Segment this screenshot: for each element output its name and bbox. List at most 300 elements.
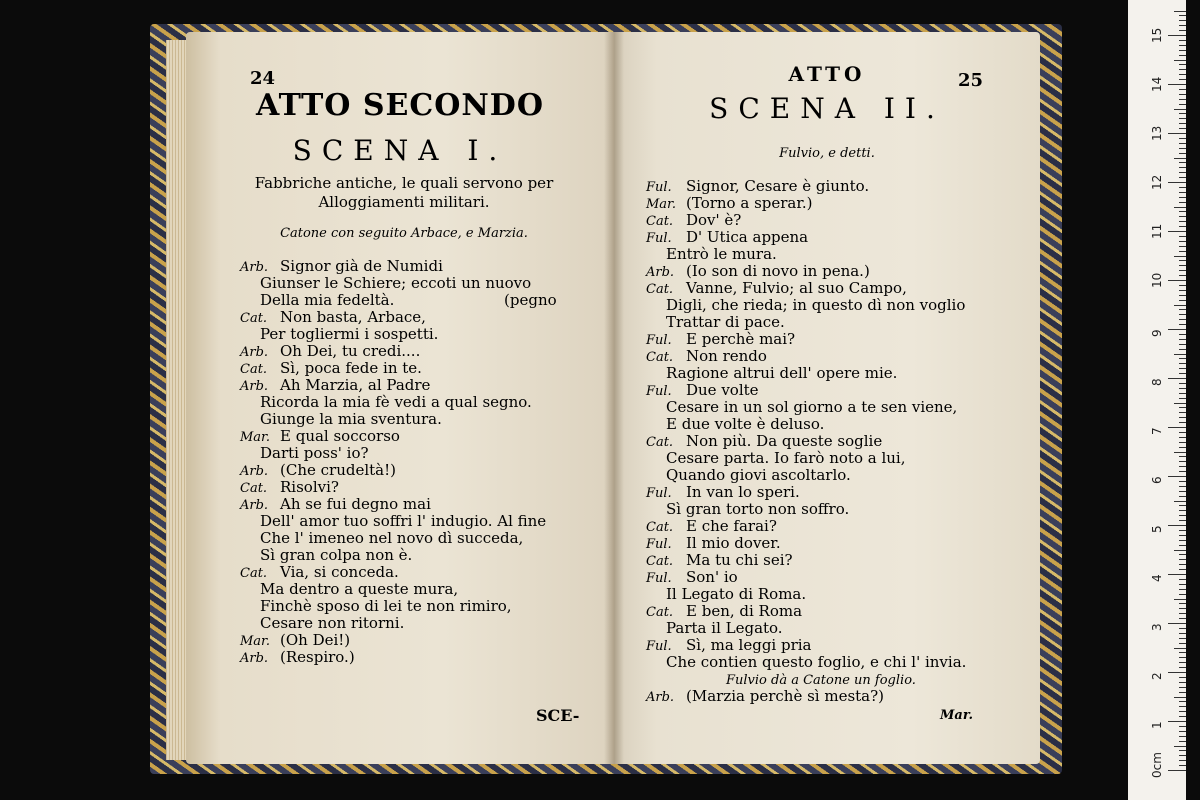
ruler-tick — [1168, 329, 1186, 330]
ruler-tick — [1179, 197, 1186, 198]
ruler-tick — [1174, 207, 1186, 208]
speaker-label: Arb. — [646, 690, 675, 705]
ruler-label: 4 — [1150, 574, 1164, 582]
ruler-tick — [1179, 760, 1186, 761]
dialogue-line — [646, 331, 1026, 348]
line-text: (Respiro.) — [280, 648, 355, 666]
speaker-label: Ful. — [646, 384, 672, 399]
dialogue-line — [240, 598, 600, 615]
line-text: Per togliermi i sospetti. — [260, 325, 439, 343]
ruler-tick — [1179, 579, 1186, 580]
dialogue-line — [240, 411, 600, 428]
ruler-tick — [1179, 324, 1186, 325]
right-page-number: 25 — [958, 70, 984, 91]
dialogue-line — [240, 496, 600, 513]
ruler-tick — [1179, 368, 1186, 369]
ruler-tick — [1179, 481, 1186, 482]
ruler-label: 7 — [1150, 427, 1164, 435]
dialogue-line — [646, 399, 1026, 416]
ruler-tick — [1179, 407, 1186, 408]
line-text: Risolvi? — [280, 478, 339, 496]
ruler-tick — [1179, 363, 1186, 364]
line-text: E perchè mai? — [686, 330, 796, 348]
ruler-tick — [1174, 11, 1186, 12]
ruler-tick — [1174, 550, 1186, 551]
line-text: Ma dentro a queste mura, — [260, 580, 459, 598]
ruler-tick — [1179, 726, 1186, 727]
ruler-tick — [1179, 677, 1186, 678]
ruler-tick — [1179, 211, 1186, 212]
dialogue-line — [240, 530, 600, 547]
ruler-tick — [1179, 422, 1186, 423]
dialogue-line — [646, 467, 1026, 484]
dialogue-line — [240, 581, 600, 598]
ruler-tick — [1179, 442, 1186, 443]
ruler-tick — [1179, 559, 1186, 560]
dialogue-line — [646, 484, 1026, 501]
dialogue-line — [646, 450, 1026, 467]
ruler-tick — [1179, 246, 1186, 247]
ruler-tick — [1179, 79, 1186, 80]
dialogue-line — [646, 178, 1026, 195]
ruler-tick — [1179, 216, 1186, 217]
ruler-tick — [1179, 603, 1186, 604]
ruler-tick — [1179, 113, 1186, 114]
dialogue-line — [240, 547, 600, 564]
line-text: Non basta, Arbace, — [280, 308, 426, 326]
ruler-tick — [1174, 109, 1186, 110]
dialogue-line — [646, 280, 1026, 297]
ruler-tick — [1179, 15, 1186, 16]
ruler-tick — [1179, 540, 1186, 541]
ruler-tick — [1179, 716, 1186, 717]
ruler-tick — [1179, 148, 1186, 149]
dialogue-line — [646, 229, 1026, 246]
ruler-tick — [1179, 515, 1186, 516]
ruler-tick — [1179, 466, 1186, 467]
line-text: (Io son di novo in pena.) — [686, 262, 870, 280]
line-text: (Che crudeltà!) — [280, 461, 396, 479]
speaker-label: Cat. — [646, 605, 674, 620]
line-text: Son' io — [686, 568, 738, 586]
ruler-tick — [1179, 417, 1186, 418]
ruler-tick — [1174, 746, 1186, 747]
ruler-tick — [1179, 30, 1186, 31]
measuring-ruler — [1128, 0, 1186, 800]
dialogue-line — [240, 275, 600, 292]
dialogue-line — [240, 326, 600, 343]
right-scene-heading: SCENA II. — [709, 92, 945, 125]
ruler-tick — [1179, 241, 1186, 242]
ruler-tick — [1179, 69, 1186, 70]
dialogue-line — [646, 501, 1026, 518]
left-scene-heading: SCENA I. — [292, 134, 508, 167]
ruler-tick — [1179, 662, 1186, 663]
line-text: Cesare parta. Io farò noto a lui, — [666, 449, 906, 467]
ruler-tick — [1179, 491, 1186, 492]
ruler-tick — [1179, 496, 1186, 497]
ruler-tick — [1179, 765, 1186, 766]
dialogue-line — [646, 212, 1026, 229]
line-text: Non rendo — [686, 347, 767, 365]
ruler-tick — [1179, 94, 1186, 95]
dialogue-line — [646, 195, 1026, 212]
line-text: Il mio dover. — [686, 534, 781, 552]
ruler-tick — [1179, 64, 1186, 65]
dialogue-line — [646, 246, 1026, 263]
speaker-label: Cat. — [646, 554, 674, 569]
ruler-tick — [1168, 35, 1186, 36]
speaker-label: Cat. — [646, 214, 674, 229]
ruler-tick — [1179, 608, 1186, 609]
dialogue-line — [646, 433, 1026, 450]
speaker-label: Cat. — [240, 481, 268, 496]
dialogue-line — [240, 360, 600, 377]
ruler-tick — [1179, 613, 1186, 614]
ruler-tick — [1168, 770, 1186, 771]
ruler-label: 15 — [1150, 27, 1164, 43]
speaker-label: Arb. — [240, 345, 269, 360]
ruler-tick — [1174, 648, 1186, 649]
ruler-tick — [1179, 687, 1186, 688]
act-title: ATTO SECONDO — [256, 88, 544, 123]
line-text: Finchè sposo di lei te non rimiro, — [260, 597, 512, 615]
ruler-label: 1 — [1150, 721, 1164, 729]
ruler-tick — [1168, 623, 1186, 624]
speaker-label: Arb. — [240, 464, 269, 479]
speaker-label: Cat. — [646, 350, 674, 365]
ruler-tick — [1179, 589, 1186, 590]
ruler-tick — [1179, 520, 1186, 521]
line-text: Entrò le mura. — [666, 245, 777, 263]
dialogue-line — [240, 377, 600, 394]
ruler-tick — [1179, 349, 1186, 350]
line-text: Dov' è? — [686, 211, 742, 229]
ruler-tick — [1179, 275, 1186, 276]
line-text: Cesare non ritorni. — [260, 614, 405, 632]
ruler-label: 8 — [1150, 378, 1164, 386]
dialogue-line — [240, 462, 600, 479]
ruler-tick — [1179, 192, 1186, 193]
ruler-tick — [1168, 231, 1186, 232]
line-text: Signor, Cesare è giunto. — [686, 177, 870, 195]
speaker-label: Ful. — [646, 231, 672, 246]
dialogue-line — [240, 445, 600, 462]
line-text: Due volte — [686, 381, 759, 399]
line-text: D' Utica appena — [686, 228, 809, 246]
speaker-label: Ful. — [646, 537, 672, 552]
ruler-tick — [1179, 251, 1186, 252]
line-text: Non più. Da queste soglie — [686, 432, 883, 450]
ruler-tick — [1179, 334, 1186, 335]
ruler-tick — [1179, 667, 1186, 668]
ruler-tick — [1179, 153, 1186, 154]
dialogue-line — [240, 479, 600, 496]
line-text: In van lo speri. — [686, 483, 800, 501]
right-characters: Fulvio, e detti. — [779, 146, 875, 161]
ruler-tick — [1179, 755, 1186, 756]
ruler-tick — [1179, 388, 1186, 389]
line-text: Della mia fedeltà. (pegno — [260, 291, 557, 309]
line-text: Via, si conceda. — [280, 563, 399, 581]
dialogue-line — [240, 632, 600, 649]
ruler-tick — [1179, 554, 1186, 555]
line-text: Cesare in un sol giorno a te sen viene, — [666, 398, 958, 416]
ruler-tick — [1179, 226, 1186, 227]
line-text: Giunge la mia sventura. — [260, 410, 442, 428]
dialogue-line — [240, 649, 600, 666]
line-text: E qual soccorso — [280, 427, 400, 445]
ruler-tick — [1179, 633, 1186, 634]
line-text: Il Legato di Roma. — [666, 585, 807, 603]
dialogue-line — [240, 428, 600, 445]
ruler-tick — [1179, 618, 1186, 619]
dialogue-line — [240, 564, 600, 581]
line-text: E che farai? — [686, 517, 777, 535]
speaker-label: Arb. — [240, 651, 269, 666]
dialogue-line — [646, 314, 1026, 331]
right-catchword: Mar. — [940, 708, 973, 723]
dialogue-line — [646, 297, 1026, 314]
ruler-tick — [1179, 167, 1186, 168]
ruler-tick — [1168, 476, 1186, 477]
line-text: Dell' amor tuo soffri l' indugio. Al fine — [260, 512, 547, 530]
ruler-tick — [1179, 447, 1186, 448]
ruler-tick — [1179, 432, 1186, 433]
ruler-tick — [1168, 280, 1186, 281]
ruler-tick — [1168, 84, 1186, 85]
line-text: E due volte è deluso. — [666, 415, 825, 433]
ruler-label: 2 — [1150, 672, 1164, 680]
dialogue-line — [646, 348, 1026, 365]
ruler-tick — [1179, 628, 1186, 629]
ruler-tick — [1179, 295, 1186, 296]
dialogue-line — [646, 688, 1026, 705]
ruler-tick — [1179, 569, 1186, 570]
ruler-tick — [1179, 657, 1186, 658]
speaker-label: Ful. — [646, 486, 672, 501]
line-text: Vanne, Fulvio; al suo Campo, — [686, 279, 907, 297]
ruler-tick — [1179, 643, 1186, 644]
dialogue-line — [646, 518, 1026, 535]
ruler-tick — [1179, 750, 1186, 751]
line-text: Sì gran colpa non è. — [260, 546, 413, 564]
ruler-tick — [1179, 564, 1186, 565]
left-dialogue — [240, 258, 600, 666]
dialogue-line — [240, 258, 600, 275]
dialogue-line — [240, 394, 600, 411]
ruler-label: 14 — [1150, 76, 1164, 92]
scene-setting — [214, 174, 594, 212]
ruler-tick — [1179, 584, 1186, 585]
ruler-tick — [1179, 143, 1186, 144]
speaker-label: Arb. — [240, 498, 269, 513]
speaker-label: Mar. — [240, 634, 270, 649]
ruler-tick — [1179, 398, 1186, 399]
speaker-label: Arb. — [240, 379, 269, 394]
ruler-tick — [1179, 104, 1186, 105]
ruler-tick — [1179, 309, 1186, 310]
dialogue-line — [646, 654, 1026, 671]
ruler-tick — [1179, 50, 1186, 51]
dialogue-line — [646, 365, 1026, 382]
ruler-tick — [1179, 177, 1186, 178]
ruler-tick — [1168, 378, 1186, 379]
ruler-label: 13 — [1150, 125, 1164, 141]
ruler-tick — [1179, 701, 1186, 702]
line-text: Ragione altrui dell' opere mie. — [666, 364, 898, 382]
dialogue-line — [646, 603, 1026, 620]
page-edges — [166, 40, 188, 760]
ruler-tick — [1168, 182, 1186, 183]
line-text: Sì, poca fede in te. — [280, 359, 422, 377]
dialogue-line — [240, 615, 600, 632]
line-text: Quando giovi ascoltarlo. — [666, 466, 851, 484]
right-dialogue — [646, 178, 1026, 705]
speaker-label: Mar. — [240, 430, 270, 445]
dialogue-line — [646, 586, 1026, 603]
line-text: (Oh Dei!) — [280, 631, 351, 649]
ruler-tick — [1179, 187, 1186, 188]
dialogue-line — [646, 535, 1026, 552]
ruler-tick — [1179, 221, 1186, 222]
speaker-label: Cat. — [240, 311, 268, 326]
line-text: Giunser le Schiere; eccoti un nuovo — [260, 274, 532, 292]
speaker-label: Ful. — [646, 180, 672, 195]
ruler-label: 6 — [1150, 476, 1164, 484]
ruler-tick — [1179, 510, 1186, 511]
ruler-tick — [1179, 260, 1186, 261]
ruler-label: 9 — [1150, 329, 1164, 337]
book-gutter — [604, 32, 624, 764]
speaker-label: Cat. — [646, 282, 674, 297]
left-characters: Catone con seguito Arbace, e Marzia. — [280, 226, 528, 241]
ruler-tick — [1179, 437, 1186, 438]
line-text: (Torno a sperar.) — [686, 194, 813, 212]
ruler-tick — [1179, 99, 1186, 100]
stage-direction: Fulvio dà a Catone un foglio. — [726, 673, 916, 688]
ruler-label: 10 — [1150, 272, 1164, 288]
dialogue-line — [646, 620, 1026, 637]
ruler-tick — [1179, 25, 1186, 26]
ruler-tick — [1179, 383, 1186, 384]
ruler-tick — [1174, 158, 1186, 159]
ruler-tick — [1174, 403, 1186, 404]
line-text: (Marzia perchè sì mesta?) — [686, 687, 885, 705]
ruler-tick — [1168, 525, 1186, 526]
dialogue-line — [646, 263, 1026, 280]
ruler-tick — [1179, 123, 1186, 124]
ruler-tick — [1179, 339, 1186, 340]
dialogue-line — [240, 309, 600, 326]
ruler-tick — [1179, 314, 1186, 315]
ruler-tick — [1179, 638, 1186, 639]
ruler-tick — [1179, 319, 1186, 320]
ruler-tick — [1174, 256, 1186, 257]
ruler-tick — [1179, 393, 1186, 394]
line-text: Sì gran torto non soffro. — [666, 500, 850, 518]
speaker-label: Cat. — [240, 566, 268, 581]
ruler-tick — [1174, 599, 1186, 600]
ruler-tick — [1179, 412, 1186, 413]
ruler-tick — [1179, 290, 1186, 291]
line-text: Ma tu chi sei? — [686, 551, 793, 569]
ruler-tick — [1179, 711, 1186, 712]
speaker-label: Ful. — [646, 333, 672, 348]
dialogue-line — [646, 552, 1026, 569]
ruler-tick — [1179, 461, 1186, 462]
ruler-tick — [1179, 358, 1186, 359]
ruler-tick — [1179, 40, 1186, 41]
ruler-tick — [1168, 133, 1186, 134]
ruler-tick — [1174, 452, 1186, 453]
ruler-tick — [1168, 427, 1186, 428]
ruler-label: 0cm — [1150, 752, 1164, 778]
ruler-tick — [1179, 89, 1186, 90]
ruler-label: 5 — [1150, 525, 1164, 533]
ruler-tick — [1174, 60, 1186, 61]
ruler-tick — [1174, 501, 1186, 502]
line-text: Signor già de Numidi — [280, 257, 443, 275]
left-page-number: 24 — [250, 68, 276, 89]
ruler-tick — [1179, 741, 1186, 742]
line-text: Trattar di pace. — [666, 313, 785, 331]
line-text: E ben, di Roma — [686, 602, 803, 620]
line-text: Ah se fui degno mai — [280, 495, 431, 513]
ruler-tick — [1179, 74, 1186, 75]
ruler-tick — [1179, 138, 1186, 139]
ruler-tick — [1179, 236, 1186, 237]
dialogue-line — [646, 569, 1026, 586]
line-text: Che contien questo foglio, e chi l' invia. — [666, 653, 967, 671]
ruler-tick — [1179, 344, 1186, 345]
ruler-tick — [1179, 202, 1186, 203]
dialogue-line — [240, 343, 600, 360]
ruler-tick — [1179, 535, 1186, 536]
speaker-label: Ful. — [646, 639, 672, 654]
ruler-tick — [1179, 270, 1186, 271]
line-text: Ricorda la mia fè vedi a qual segno. — [260, 393, 532, 411]
ruler-tick — [1179, 285, 1186, 286]
ruler-tick — [1179, 128, 1186, 129]
ruler-label: 11 — [1150, 223, 1164, 239]
ruler-tick — [1179, 736, 1186, 737]
speaker-label: Ful. — [646, 571, 672, 586]
ruler-tick — [1179, 594, 1186, 595]
ruler-tick — [1179, 692, 1186, 693]
ruler-tick — [1179, 706, 1186, 707]
dialogue-line — [646, 637, 1026, 654]
line-text: Darti poss' io? — [260, 444, 369, 462]
speaker-label: Arb. — [240, 260, 269, 275]
speaker-label: Cat. — [646, 435, 674, 450]
ruler-tick — [1179, 486, 1186, 487]
setting-line: Alloggiamenti militari. — [318, 193, 490, 211]
ruler-tick — [1168, 574, 1186, 575]
ruler-tick — [1168, 721, 1186, 722]
left-catchword: SCE- — [536, 706, 580, 725]
speaker-label: Arb. — [646, 265, 675, 280]
ruler-tick — [1179, 373, 1186, 374]
speaker-label: Cat. — [646, 520, 674, 535]
dialogue-line — [240, 513, 600, 530]
dialogue-line — [646, 671, 1026, 688]
line-text: Digli, che rieda; in questo dì non voglio — [666, 296, 966, 314]
setting-line: Fabbriche antiche, le quali servono per — [254, 174, 554, 192]
ruler-tick — [1179, 300, 1186, 301]
line-text: Parta il Legato. — [666, 619, 783, 637]
line-text: Sì, ma leggi pria — [686, 636, 812, 654]
